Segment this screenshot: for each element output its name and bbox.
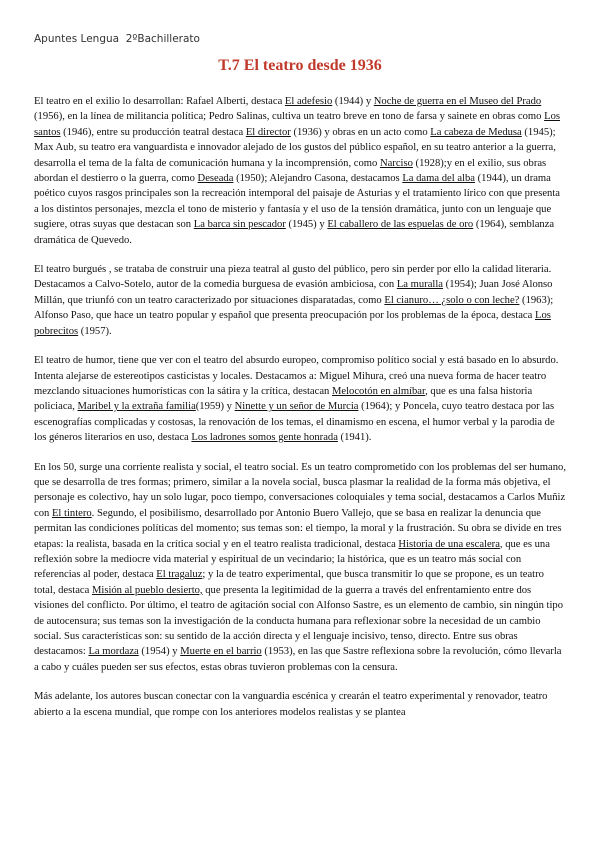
text-run: ; y la de teatro experimental, que busca transmitir lo que se propone, es un teatro total, destaca (34, 569, 544, 596)
text-run: (1941). (337, 432, 372, 444)
text-run: (1959) y (195, 401, 235, 413)
work-title: Historia de una escalera (398, 538, 500, 550)
paragraph-teatro-humor (34, 353, 566, 445)
text-run: . Segundo, el posibilismo, desarrollado por Antonio Buero Vallejo, que se basa en realizar la denuncia que permitan las condiciones políticas del momento; sus temas son: el tiempo, la moral y la frustración. Su obra se divide en tres etapas: la realista, basada en la crítica social y en el teatro realista tradicional, destaca (34, 507, 562, 550)
text-run: (1936) y obras en un acto como (290, 126, 431, 138)
work-title: Los ladrones somos gente honrada (191, 432, 338, 444)
work-title: Muerte en el barrio (180, 646, 262, 658)
text-run: que presenta la legitimidad de la guerra a través del enfrentamiento entre dos visiones del conflicto. Por último, el teatro de agitación social con Alfonso Sastre, es un elemento de cambio, sin ningún tipo de autocensura; sus temas son la investigación de la conducta humana para reflexionar sobre la necesidad de un cambio social. Sus características son: su sentido de la acción directa y el lenguaje incisivo, tenso, directo. Entre sus obras destacamos: (34, 584, 563, 658)
text-run: (1957). (78, 325, 112, 337)
text-run: El teatro de humor, tiene que ver con el teatro del absurdo europeo, compromiso político social y está basado en lo absurdo. Intenta alejarse de estereotipos casticistas y locales. Destacamos a: Miguel Mihura, creó una nueva forma de hacer teatro mezclando situaciones humorísticas con la sátira y la crítica, destacan (34, 355, 559, 397)
document-body (34, 94, 566, 734)
work-title: El caballero de las espuelas de oro (327, 219, 474, 231)
page-header: Apuntes Lengua 2ºBachillerato (34, 33, 200, 45)
work-title: Maribel y la extraña familia (77, 401, 196, 413)
text-run: (1945); Max Aub, su teatro era vanguardista e innovador alejado de los gustos del público español, en su teatro anterior a la guerra, desarrolla el tema de la falta de comunicación humana y la incomprensión, como (34, 126, 556, 169)
text-run: El teatro en el exilio lo desarrollan: Rafael Alberti, destaca (34, 96, 285, 107)
work-title: Misión al pueblo desierto, (91, 584, 203, 596)
work-title: El tragaluz (156, 569, 203, 581)
work-title: Noche de guerra en el Museo del Prado (373, 96, 542, 107)
text-run: (1944) y (332, 96, 374, 107)
text-run: El teatro burgués , se trataba de construir una pieza teatral al gusto del público, pero sin perder por ello la calidad literaria. Destacamos a Calvo-Sotelo, autor de la comedia burguesa de evasión ambiciosa, con (34, 264, 552, 291)
work-title: Deseada (197, 173, 234, 185)
text-run: (1945) y (285, 219, 328, 231)
paragraph-teatro-burgues (34, 262, 566, 339)
text-run: (1946), entre su producción teatral destaca (60, 126, 246, 138)
text-run: (1944), un drama poético cuyos rasgos principales son la recreación intemporal del paisaje de Asturias y el tratamiento lírico con que presenta a los distintos personajes, mezcla el tono de misterio y fantasía y el uso de la tensión dramática, junto con un lenguaje que sugiere, otras suyas que destacan son (34, 173, 560, 231)
work-title: La mordaza (88, 646, 139, 658)
paragraph-exilio (34, 94, 566, 248)
text-run: (1928);y en el exilio, sus obras abordan el destierro o la guerra, como (34, 157, 547, 185)
work-title: Los santos (34, 111, 560, 138)
work-title: La dama del alba (402, 173, 475, 185)
text-run: (1956), en la línea de militancia política; Pedro Salinas, cultiva un teatro breve en tono de farsa y sainete en obras como (34, 111, 545, 123)
text-run: , que es una falsa historia policiaca, (34, 385, 533, 413)
work-title: La muralla (396, 279, 444, 291)
work-title: Los pobrecitos (34, 310, 551, 337)
work-title: La cabeza de Medusa (430, 126, 522, 138)
work-title: La barca sin pescador (193, 219, 286, 231)
text-run: (1963); Alfonso Paso, que hace un teatro popular y español que presenta preocupación por los problemas de la época, destaca (34, 294, 554, 322)
text-run: En los 50, surge una corriente realista y social, el teatro social. Es un teatro comprometido con los problemas del ser humano, que se desarrolla de tres formas; primero, similar a la novela social, busca plasmar la realidad de la forma más objetiva, el personaje es colectivo, hay un solo lugar, poco tiempo, conversaciones coloquiales y tema social, destacamos a Carlos Muñiz con (34, 461, 566, 519)
work-title: El director (245, 126, 291, 138)
work-title: El adefesio (284, 96, 333, 107)
paragraph-teatro-experimental (34, 689, 566, 720)
work-title: El tintero (51, 507, 92, 519)
work-title: Melocotón en almíbar (331, 385, 426, 397)
paragraph-teatro-social (34, 460, 566, 676)
text-run: Más adelante, los autores buscan conectar con la vanguardia escénica y crearán el teatro experimental y renovador, teatro abierto a la escena mundial, que rompe con los anteriores modelos realistas y se plantea (34, 691, 548, 718)
work-title: Narciso (379, 157, 413, 169)
text-run: , que es una reflexión sobre la mediocre vida material y espiritual de un vecindario; la histórica, que es un teatro más social con referencias al poder, destaca (34, 538, 550, 581)
text-run: (1964); y Poncela, cuyo teatro destaca por las escenografías complicadas y costosas, la renovación de los temas, el dinamismo en escena, el humor verbal y la parodia de los géneros literarios en uso, destaca (34, 401, 555, 444)
text-run: (1953), en las que Sastre reflexiona sobre la revolución, cómo llevarla a cabo y cuáles pueden ser sus efectos, estas obras tuvieron problemas con la censura. (34, 646, 562, 673)
work-title: Ninette y un señor de Murcia (234, 401, 359, 413)
work-title: El cianuro… ¿solo o con leche? (384, 294, 520, 306)
text-run: (1950); Alejandro Casona, destacamos (233, 173, 403, 185)
text-run: (1954) y (138, 646, 181, 658)
document-title: T.7 El teatro desde 1936 (218, 57, 382, 74)
text-run: (1954); Juan José Alonso Millán, que triunfó con un teatro caracterizado por situaciones disparatadas, como (34, 279, 553, 306)
text-run: (1964), semblanza dramática de Quevedo. (34, 219, 555, 246)
